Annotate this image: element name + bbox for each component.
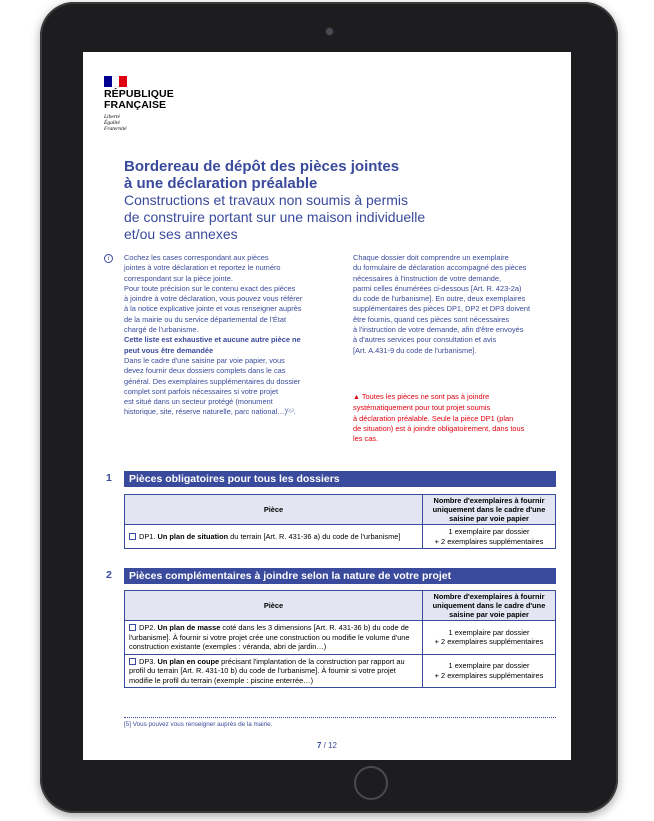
page-total: 12	[328, 741, 338, 750]
pieces-table	[124, 494, 556, 549]
count-line: + 2 exemplaires supplémentaires	[434, 637, 544, 647]
piece-name: Un plan de masse	[157, 623, 221, 632]
document-subtitle: Constructions et travaux non soumis à permis de construire portant sur une maison individuelle et/ou ses annexes	[124, 192, 426, 242]
column-header-piece: Pièce	[125, 495, 423, 525]
count-cell	[423, 525, 556, 549]
document-page[interactable]	[83, 52, 571, 760]
count-line: + 2 exemplaires supplémentaires	[434, 670, 544, 680]
intro-left-column	[124, 253, 339, 418]
page-separator: /	[321, 741, 329, 750]
camera-icon	[326, 28, 333, 35]
piece-description: précisant l'implantation de la construction par rapport au profil du terrain [Art. R. 431-10 b) du code de l'urbanisme]. À fournir si votre projet modifie le profil du terrain (exemple : piscine enterrée…)	[129, 656, 405, 685]
page-indicator	[83, 741, 571, 750]
piece-description: coté dans les 3 dimensions [Art. R. 431-36 b) du code de l'urbanisme]. À fournir si votre projet crée une construction ou modifie le volume d'une construction existante (exemples : véranda, abri de jardin…)	[129, 623, 410, 651]
column-header-count: Nombre d'exemplaires à fournir uniquement dans le cadre d'une saisine par voie papier	[423, 495, 556, 525]
piece-cell	[125, 525, 423, 549]
table-header-row	[125, 495, 556, 525]
count-line: 1 exemplaire par dossier	[448, 661, 530, 671]
table-header-row	[125, 591, 556, 621]
intro-paragraph: Cochez les cases correspondant aux pièces jointes à votre déclaration et reportez le numéro correspondant sur la pièce jointe. Pour toute précision sur le contenu exact des pièces à joindre à votre déclaration, vous pouvez vous référer à la notice explicative jointe et vous renseigner auprès de la mairie ou du service départemental de l'État chargé de l'urbanisme.	[124, 253, 303, 335]
count-line: 1 exemplaire par dossier	[448, 527, 530, 536]
section-title: Pièces complémentaires à joindre selon la nature de votre projet	[124, 568, 556, 584]
warning-icon: ▲	[353, 394, 360, 401]
piece-cell	[125, 621, 423, 655]
section-number: 2	[106, 569, 112, 581]
table-row	[125, 654, 556, 688]
piece-description: du terrain [Art. R. 431-36 a) du code de l'urbanisme]	[228, 531, 401, 541]
home-button[interactable]	[354, 766, 388, 800]
count-line: 1 exemplaire par dossier	[448, 627, 530, 637]
document-title: Bordereau de dépôt des pièces jointes à une déclaration préalable	[124, 158, 400, 192]
piece-code: DP3.	[139, 656, 156, 666]
page-current: 7	[316, 741, 322, 750]
section-number: 1	[106, 472, 112, 484]
info-icon: i	[104, 254, 113, 263]
flag-stripe-blue	[104, 76, 112, 87]
table-row	[125, 525, 556, 549]
pieces-table	[124, 590, 556, 688]
column-header-count: Nombre d'exemplaires à fournir uniquement dans le cadre d'une saisine par voie papier	[423, 591, 556, 621]
piece-cell	[125, 654, 423, 688]
republic-name: RÉPUBLIQUE FRANÇAISE	[104, 88, 174, 111]
footnote: [5] Vous pouvez vous renseigner auprès de la mairie.	[124, 721, 273, 728]
warning-note	[353, 392, 568, 444]
french-flag-icon	[104, 76, 127, 87]
footnote-divider	[124, 717, 556, 718]
flag-stripe-red	[119, 76, 127, 87]
intro-paragraph: Dans le cadre d'une saisine par voie papier, vous devez fournir deux dossiers complets dans le cas général. Des exemplaires supplémentaires du dossier complet sont parfois nécessaires si votre projet est situé dans un secteur protégé (monument historique, site, réserve naturelle, parc national…)⁽⁵⁾.	[124, 355, 301, 417]
piece-checkbox[interactable]	[129, 533, 136, 540]
flag-stripe-white	[112, 76, 120, 87]
intro-right-column: Chaque dossier doit comprendre un exemplaire du formulaire de déclaration accompagné des pièces nécessaires à l'instruction de votre demande, parmi celles énumérées ci-dessous [Art. R. 423-2a) du code de l'urbanisme]. En outre, deux exemplaires supplémentaires des pièces DP1, DP2 et DP3 doivent être fournis, quand ces pièces sont nécessaires à l'instruction de votre demande, afin d'être envoyés à d'autres services pour consultation et avis [Art. A.431-9 du code de l'urbanisme].	[353, 253, 531, 355]
table-row	[125, 621, 556, 655]
piece-name: Un plan de situation	[157, 531, 229, 541]
count-line: + 2 exemplaires supplémentaires	[434, 536, 544, 546]
count-cell	[423, 654, 556, 688]
section-title: Pièces obligatoires pour tous les dossiers	[124, 471, 556, 487]
column-header-piece: Pièce	[125, 591, 423, 621]
piece-checkbox[interactable]	[129, 624, 136, 631]
piece-code: DP1.	[139, 531, 156, 541]
piece-code: DP2.	[139, 623, 156, 632]
piece-name: Un plan en coupe	[157, 656, 220, 666]
warning-text: Toutes les pièces ne sont pas à joindre systématiquement pour tout projet soumis à déclaration préalable. Seule la pièce DP1 (plan de situation) est à joindre obligatoirement, dans tous les cas.	[353, 392, 525, 444]
count-cell	[423, 621, 556, 655]
intro-exhaustive-note: Cette liste est exhaustive et aucune autre pièce ne peut vous être demandée	[124, 335, 301, 355]
piece-checkbox[interactable]	[129, 658, 136, 665]
republic-motto: Liberté Égalité Fraternité	[104, 114, 127, 132]
